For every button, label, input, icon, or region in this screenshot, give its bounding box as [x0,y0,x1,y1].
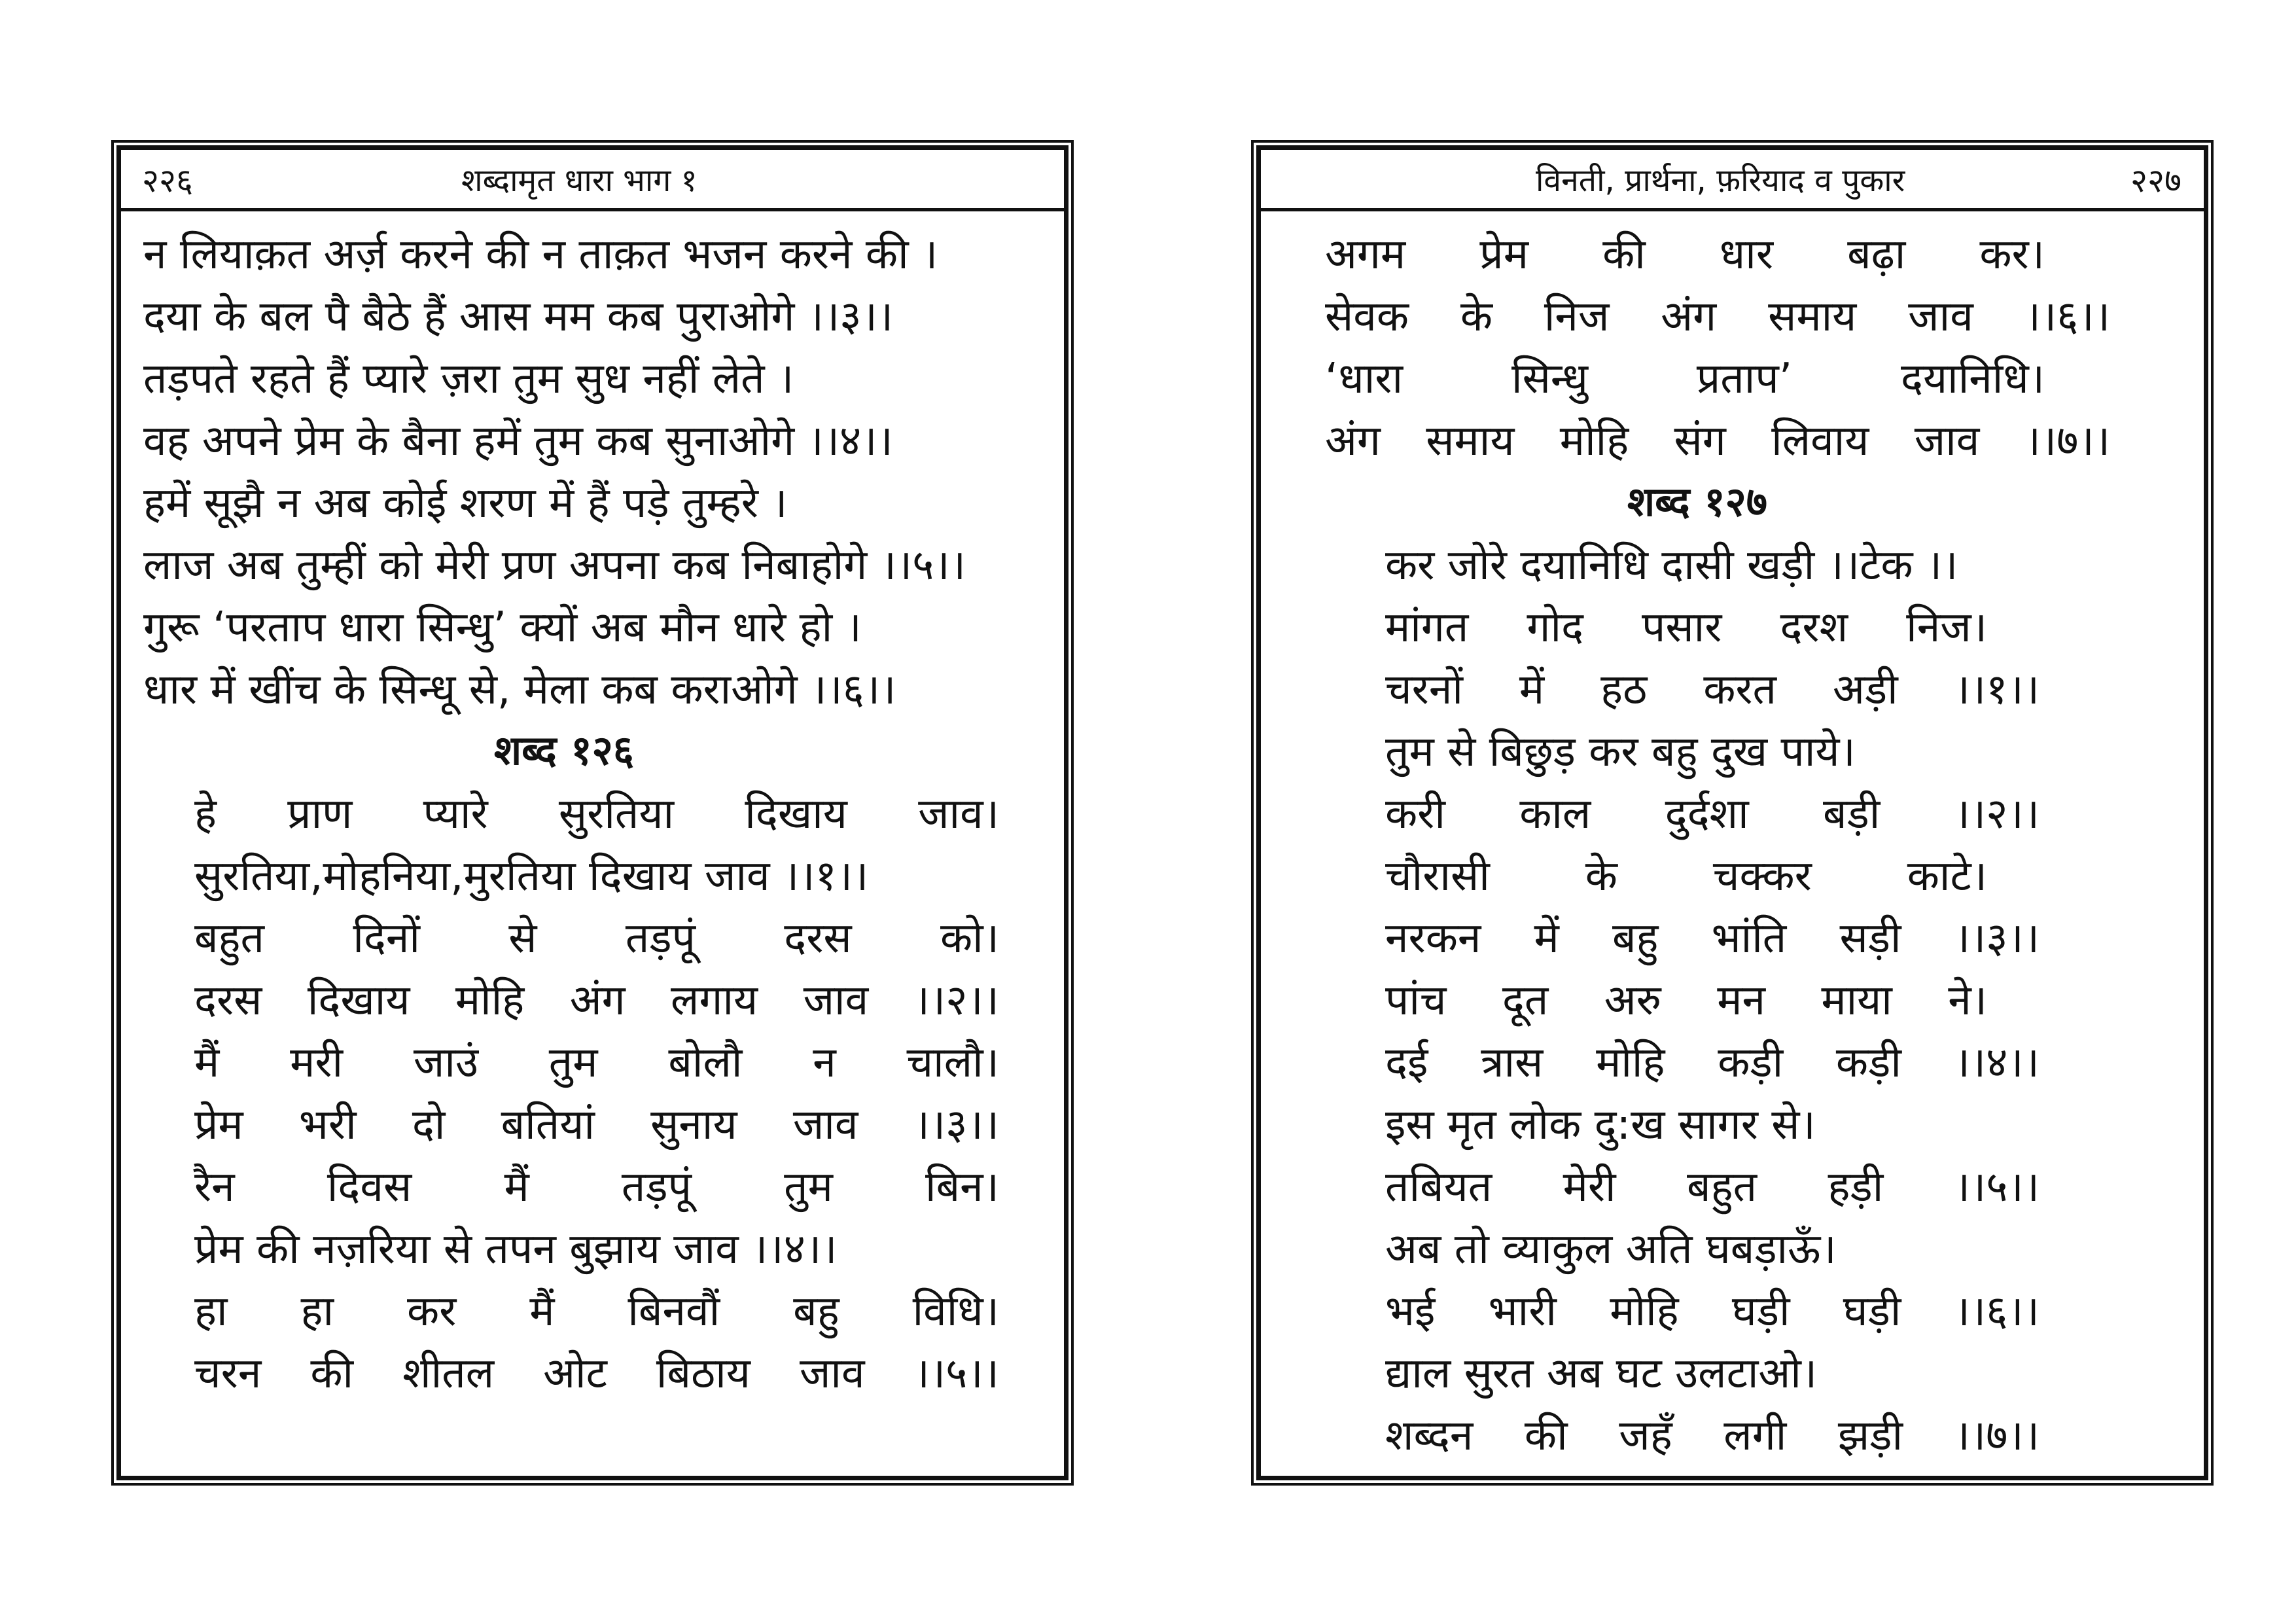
verse-line: सुरतिया,मोहनिया,मुरतिया दिखाय जाव ।।१।। [194,852,869,901]
verse-word: सेवक [1325,293,1409,341]
verse-word: चरन [194,1349,262,1398]
verse-word: बहुत [1687,1163,1757,1211]
verse-word: कड़ी [1835,1039,1901,1087]
verse-word: की [1602,230,1646,279]
verse-word: बिनवौं [627,1287,720,1336]
verse-word: हठ [1600,666,1648,714]
verse-word: गोद [1527,603,1583,652]
verse-word: दुर्दशा [1665,790,1749,838]
verse-word: ।।२।। [1954,790,2040,838]
verse-line [194,1031,999,1094]
verse-word: तबियत [1385,1163,1492,1211]
verse-line [1325,285,2110,348]
verse-line [1385,658,2040,721]
verse-word: कर [406,1287,457,1336]
verse-word: मन [1717,976,1765,1025]
verse-word: जाव [792,1101,858,1149]
verse-word: जाव [803,976,869,1025]
verse-word: ।।१।। [1954,666,2040,714]
verse-word: प्यारे [423,790,488,838]
verse-word: बहुत [194,914,265,963]
verse-word: बढ़ा [1847,230,1906,279]
right-page-number: २२७ [2130,162,2181,200]
verse-word: अड़ी [1833,666,1898,714]
verse-line [194,969,999,1032]
verse-line: तुम से बिछुड़ कर बहु दुख पाये। [1385,728,1856,776]
verse-word: काटे। [1907,852,1987,901]
verse-word: दो [412,1101,446,1149]
left-page-header [121,150,1064,211]
verse-word: पसार [1642,603,1722,652]
verse-word: समाय [1426,417,1515,465]
verse-word: ।।६।। [1954,1287,2040,1336]
verse-line [1385,1031,2040,1094]
verse-word: जाव [1914,417,1980,465]
verse-word: मोहि [1610,1287,1679,1336]
left-running-title: शब्दामृत धारा भाग १ [461,162,698,199]
verse-word: हा [194,1287,228,1336]
verse-word: बहु [793,1287,839,1336]
verse-word: जाव [799,1349,865,1398]
verse-word: ।।६।। [2024,293,2110,341]
verse-line: प्रेम की नज़रिया से तपन बुझाय जाव ।।४।। [194,1225,838,1274]
verse-word: संग [1674,417,1726,465]
couplet-line: हमें सूझै न अब कोई शरण में हैं पड़े तुम्हरे । [143,479,788,527]
verse-word: दिनों [353,914,420,963]
couplet-line: गुरू ‘परताप धारा सिन्धु’ क्यों अब मौन धारे हो । [143,603,862,652]
verse-word: करत [1703,666,1777,714]
right-running-title: विनती, प्रार्थना, फ़रियाद व पुकार [1536,162,1905,199]
verse-word: मांगत [1385,603,1469,652]
verse-word: अंग [1661,293,1717,341]
verse-word: के [1460,293,1492,341]
verse-word: मेरी [1563,1163,1616,1211]
couplet-line: वह अपने प्रेम के बैना हमें तुम कब सुनाओगे ।।४।। [143,417,893,465]
verse-word: घड़ी [1731,1287,1790,1336]
verse-word: सुरतिया [558,790,675,838]
verse-word: में [1534,914,1559,963]
verse-word: को। [940,914,999,963]
verse-word: मैं [194,1039,220,1087]
verse-word: जाव [1908,293,1973,341]
verse-line [194,1094,999,1156]
verse-word: नरकन [1385,914,1481,963]
right-page-header [1261,150,2204,211]
couplet-line: लाज अब तुम्हीं को मेरी प्रण अपना कब निबाहोगे ।।५।। [143,541,966,590]
verse-line [194,907,999,970]
verse-word: कड़ी [1718,1039,1784,1087]
verse-word: दिखाय [307,976,410,1025]
verse-word: चालौ। [906,1039,999,1087]
verse-line [1385,1156,2040,1219]
verse-word: माया [1821,976,1892,1025]
verse-word: लिवाय [1771,417,1869,465]
verse-word: घड़ी [1843,1287,1901,1336]
verse-word: मैं [529,1287,555,1336]
verse-word: सुनाय [650,1101,737,1149]
verse-word: दरश [1780,603,1848,652]
verse-word: शीतल [402,1349,495,1398]
verse-line [194,1342,999,1405]
verse-word: में [1519,666,1545,714]
verse-word: चरनों [1385,666,1463,714]
verse-word: जाउं [413,1039,479,1087]
verse-word: मैं [504,1163,529,1211]
verse-word: सिन्धु [1511,355,1588,403]
verse-word: सड़ी [1839,914,1901,963]
verse-word: करी [1385,790,1445,838]
verse-word: की [310,1349,354,1398]
verse-word: समाय [1768,293,1857,341]
verse-word: तड़पूं [625,914,696,963]
couplet-line: तड़पते रहते हैं प्यारे ज़रा तुम सुध नहीं लेते । [143,355,794,403]
verse-word: प्रताप’ [1696,355,1793,403]
verse-word: निज। [1906,603,1987,652]
verse-word: त्रास [1481,1039,1544,1087]
couplet-line: धार में खींच के सिन्धू से, मेला कब कराओगे ।।६।। [143,666,896,714]
verse-line [1385,783,2040,846]
verse-word: न [813,1039,836,1087]
verse-word: चक्कर [1712,852,1812,901]
verse-word: बोलौ [668,1039,743,1087]
verse-line [1325,348,2045,410]
verse-line [1385,845,1987,908]
verse-line: कर जोरे दयानिधि दासी खड़ी ।।टेक ।। [1385,541,1958,590]
verse-word: दरस [784,914,852,963]
verse-line [194,783,999,846]
verse-word: की [1524,1412,1568,1460]
verse-word: लगी [1723,1412,1787,1460]
verse-word: ।।७।। [1954,1412,2040,1460]
verse-word: बिठाय [656,1349,751,1398]
verse-word: प्रेम [194,1101,243,1149]
verse-word: अगम [1325,230,1406,279]
verse-word: दयानिधि। [1901,355,2045,403]
verse-word: बिन। [925,1163,999,1211]
verse-word: बहु [1612,914,1659,963]
left-page-number: २२६ [142,162,193,200]
verse-word: जाव। [918,790,999,838]
verse-word: ओट [543,1349,607,1398]
verse-word: बतियां [501,1101,595,1149]
verse-word: अंग [569,976,626,1025]
verse-word: के [1585,852,1617,901]
verse-word: निज [1544,293,1610,341]
verse-word: विधि। [912,1287,999,1336]
verse-line [194,1280,999,1343]
verse-word: हा [300,1287,334,1336]
verse-word: जहँ [1619,1412,1672,1460]
left-page [116,145,1069,1480]
verse-line: द्याल सुरत अब घट उलटाओ। [1385,1349,1818,1398]
verse-word: ‘धारा [1325,355,1404,403]
verse-word: हड़ी [1828,1163,1884,1211]
verse-line [1385,969,1987,1032]
couplet-line: दया के बल पै बैठे हैं आस मम कब पुराओगे ।।३।। [143,293,894,341]
verse-word: दरस [194,976,262,1025]
verse-line [1385,1280,2040,1343]
verse-word: अरु [1604,976,1661,1025]
shabd-heading: शब्द १२७ [1627,478,1768,526]
verse-word: दई [1385,1039,1428,1087]
verse-word: अंग [1325,417,1381,465]
verse-word: हे [194,790,217,838]
verse-line: इस मृत लोक दु:ख सागर से। [1385,1101,1816,1149]
verse-line: अब तो व्याकुल अति घबड़ाऊँ। [1385,1225,1837,1274]
verse-word: ।।२।। [913,976,999,1025]
verse-word: मोहि [1596,1039,1665,1087]
verse-word: प्रेम [1479,230,1528,279]
verse-line [1325,223,2045,286]
verse-word: भारी [1488,1287,1557,1336]
verse-word: कर। [1979,230,2045,279]
verse-word: भई [1385,1287,1436,1336]
verse-word: भांति [1711,914,1787,963]
verse-word: मोहि [1559,417,1629,465]
couplet-line: न लियाक़त अर्ज़ करने की न ताक़त भजन करने की । [143,230,938,279]
verse-word: भरी [298,1101,357,1149]
verse-word: मोहि [455,976,525,1025]
right-page [1256,145,2208,1480]
verse-line [1385,907,2040,970]
verse-word: झड़ी [1837,1412,1903,1460]
verse-word: दिखाय [745,790,847,838]
verse-word: लगाय [671,976,758,1025]
verse-line [194,1156,999,1219]
verse-line [1385,596,1987,659]
verse-line [1385,1404,2040,1467]
verse-word: ।।५।। [1954,1163,2040,1211]
verse-word: ने। [1948,976,1987,1025]
verse-line [1325,410,2110,473]
verse-word: रैन [194,1163,235,1211]
verse-word: मरी [290,1039,344,1087]
verse-word: पांच [1385,976,1447,1025]
verse-word: ।।४।। [1954,1039,2040,1087]
verse-word: काल [1519,790,1591,838]
verse-word: तुम [548,1039,598,1087]
verse-word: तड़पूं [621,1163,692,1211]
shabd-heading: शब्द १२६ [494,726,635,774]
verse-word: तुम [784,1163,833,1211]
verse-word: शब्दन [1385,1412,1474,1460]
verse-word: ।।३।। [1954,914,2040,963]
verse-word: ।।७।। [2024,417,2110,465]
verse-word: दूत [1502,976,1549,1025]
verse-word: दिवस [327,1163,412,1211]
verse-word: धार [1719,230,1774,279]
verse-word: से [508,914,537,963]
verse-word: प्राण [287,790,353,838]
verse-word: बड़ी [1823,790,1881,838]
verse-word: ।।३।। [913,1101,999,1149]
verse-word: चौरासी [1385,852,1490,901]
verse-word: ।।५।। [913,1349,999,1398]
